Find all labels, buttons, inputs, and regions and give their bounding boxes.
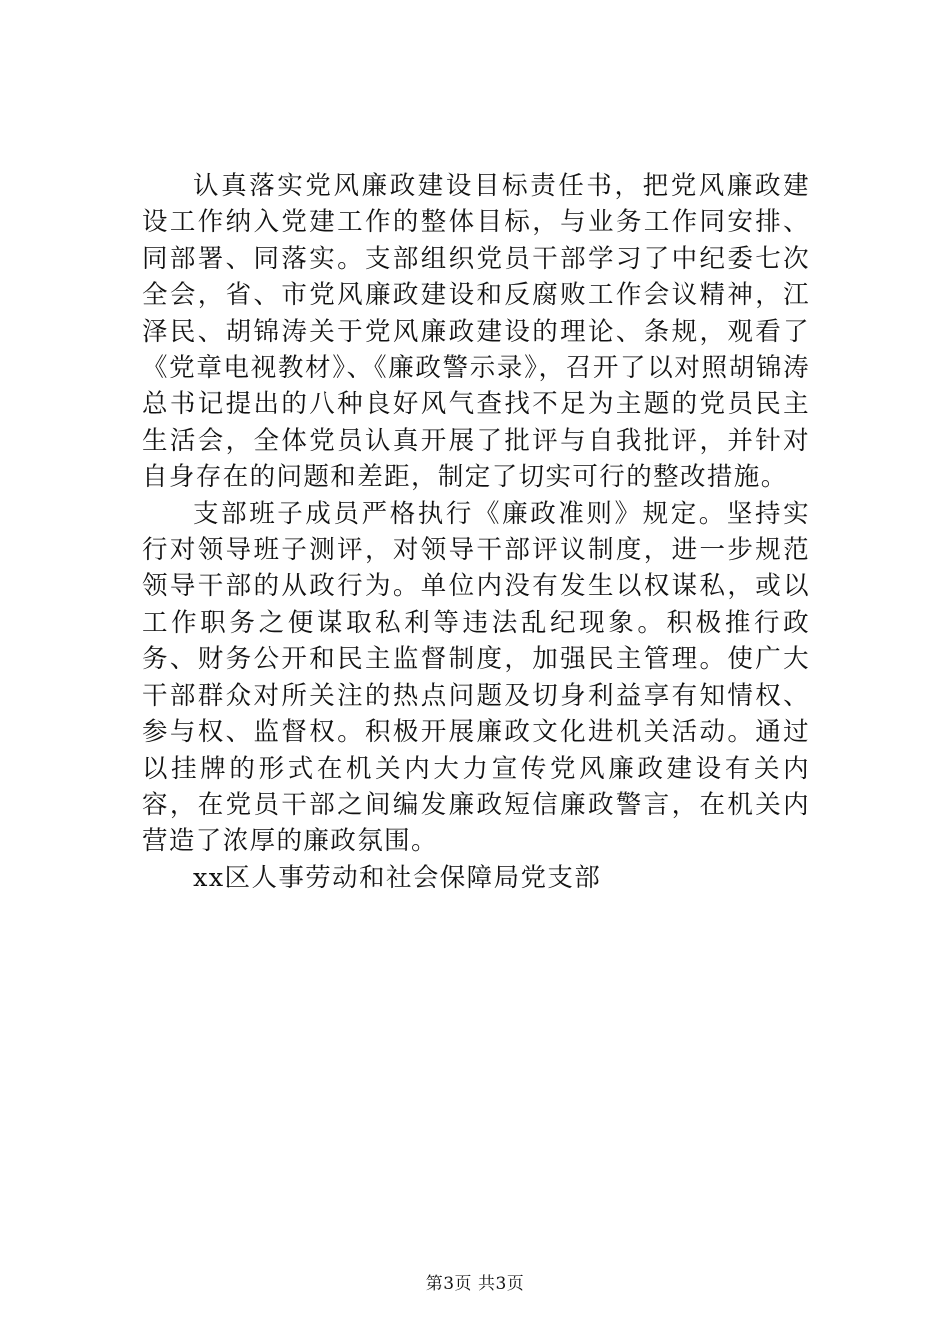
signature-line: xx区人事劳动和社会保障局党支部 — [193, 862, 602, 893]
document-body — [142, 168, 810, 896]
page-number-footer: 第3页 共3页 — [425, 1274, 525, 1294]
paragraph-2: 支部班子成员严格执行《廉政准则》规定。坚持实行对领导班子测评，对领导干部评议制度，进一步规范领导干部的从政行为。单位内没有发生以权谋私，或以工作职务之便谋取私利等违法乱纪现象。积极推行政务、财务公开和民主监督制度，加强民主管理。使广大干部群众对所关注的热点问题及切身利益享有知情权、参与权、监督权。积极开展廉政文化进机关活动。通过以挂牌的形式在机关内大力宣传党风廉政建设有关内容，在党员干部之间编发廉政短信廉政警言，在机关内营造了浓厚的廉政氛围。 — [142, 498, 810, 857]
paragraph-1: 认真落实党风廉政建设目标责任书，把党风廉政建设工作纳入党建工作的整体目标，与业务工作同安排、同部署、同落实。支部组织党员干部学习了中纪委七次全会，省、市党风廉政建设和反腐败工作会议精神，江泽民、胡锦涛关于党风廉政建设的理论、条规，观看了《党章电视教材》、《廉政警示录》，召开了以对照胡锦涛总书记提出的八种良好风气查找不足为主题的党员民主生活会，全体党员认真开展了批评与自我批评，并针对自身存在的问题和差距，制定了切实可行的整改措施。 — [142, 171, 810, 493]
